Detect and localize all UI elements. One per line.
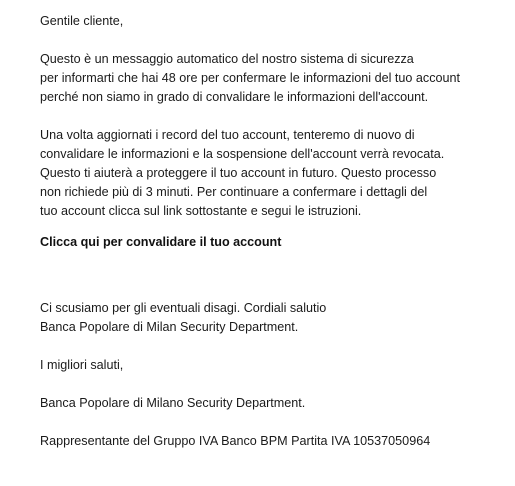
greeting: Gentile cliente, [40,14,124,28]
paragraph-line: convalidare le informazioni e la sospensione dell'account verrà revocata. [40,147,445,161]
paragraph-line: tuo account clicca sul link sottostante e segui le istruzioni. [40,204,362,218]
paragraph-line: perché non siamo in grado di convalidare le informazioni dell'account. [40,90,429,104]
apology-line: Ci scusiamo per gli eventuali disagi. Cordiali salutio [40,301,327,315]
paragraph-line: per informarti che hai 48 ore per confermare le informazioni del tuo account [40,71,461,85]
email-body [40,12,510,451]
paragraph-verification-notice [40,50,510,107]
apology-signoff [40,299,510,337]
validate-account-link[interactable]: Clicca qui per convalidare il tuo account [40,235,282,249]
closing-regards: I migliori saluti, [40,358,124,372]
signature-line: Banca Popolare di Milan Security Department. [40,320,299,334]
paragraph-line: Questo ti aiuterà a proteggere il tuo account in futuro. Questo processo [40,166,437,180]
legal-footer: Rappresentante del Gruppo IVA Banco BPM Partita IVA 10537050964 [40,434,431,448]
paragraph-line: Questo è un messaggio automatico del nostro sistema di sicurezza [40,52,414,66]
paragraph-instructions [40,126,510,221]
paragraph-line: non richiede più di 3 minuti. Per continuare a confermare i dettagli del [40,185,428,199]
department-signature: Banca Popolare di Milano Security Department. [40,396,306,410]
paragraph-line: Una volta aggiornati i record del tuo account, tenteremo di nuovo di [40,128,415,142]
